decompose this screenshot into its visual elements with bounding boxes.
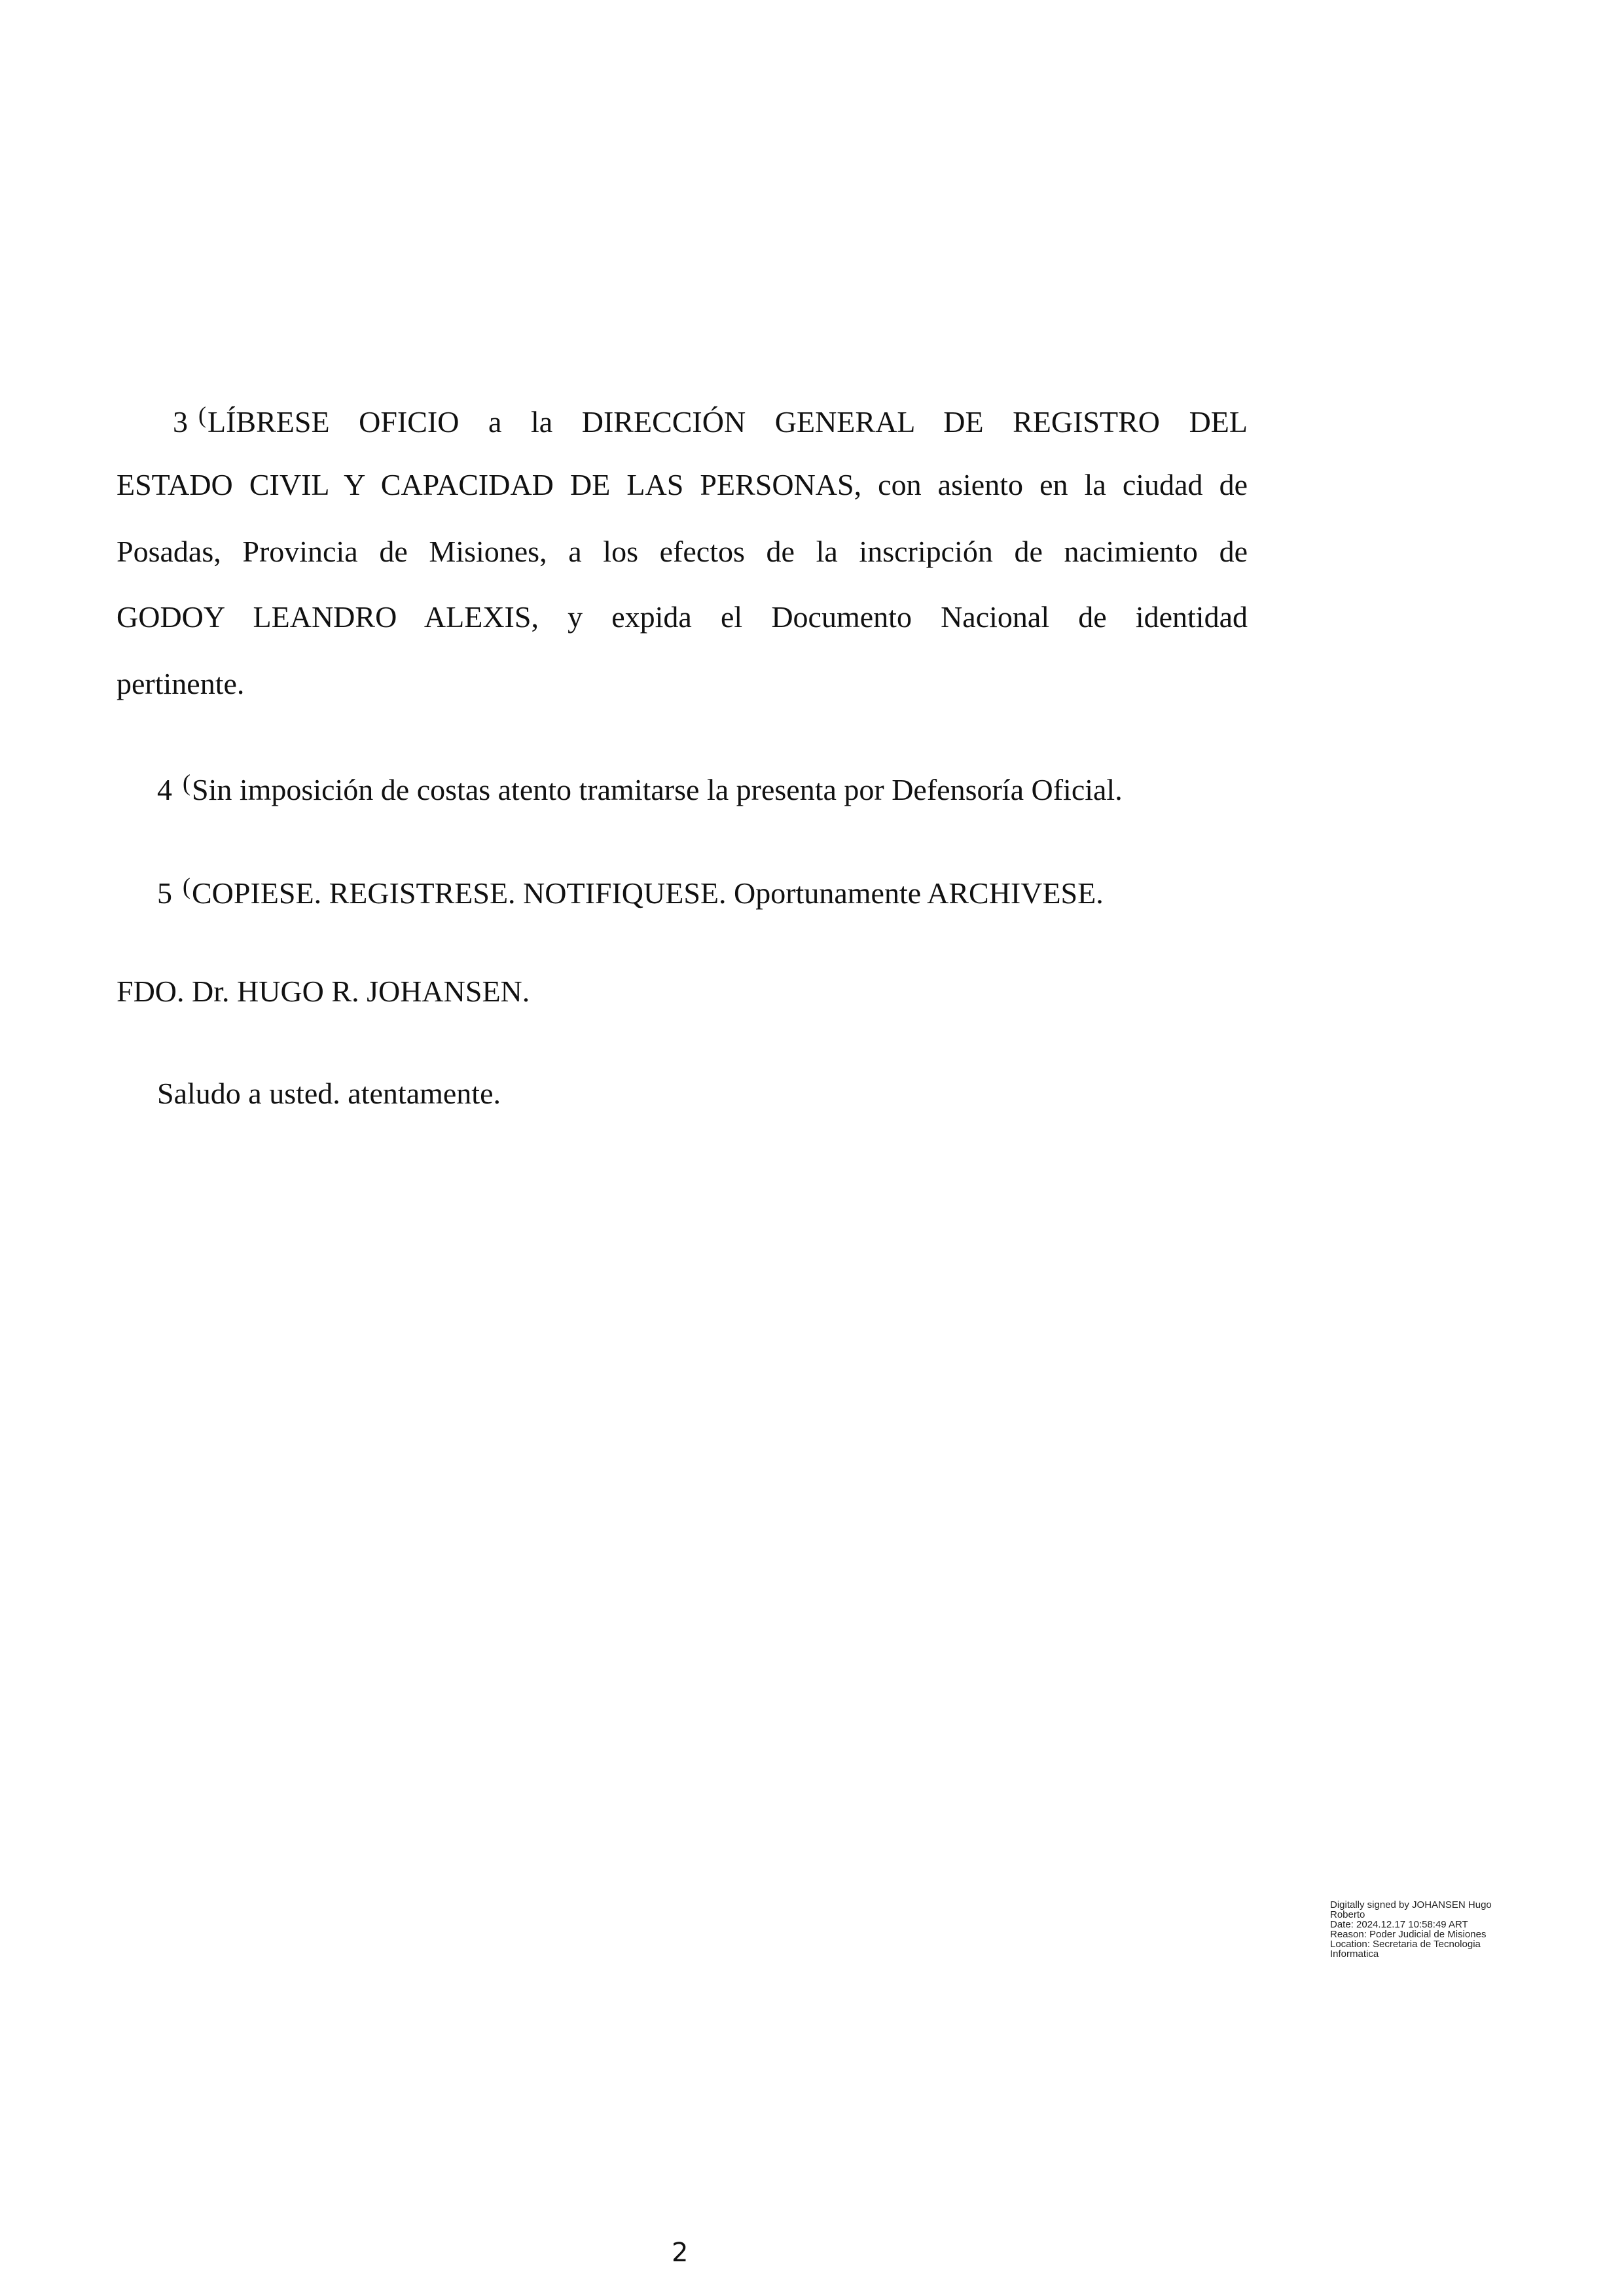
- item-3-text-line-1: LÍBRESE OFICIO a la DIRECCIÓN GENERAL DE REGISTRO DEL: [208, 405, 1248, 439]
- signed-by-line: FDO. Dr. HUGO R. JOHANSEN.: [117, 975, 530, 1008]
- signature-line-5: Location: Secretaria de Tecnologia: [1330, 1939, 1481, 1950]
- signature-line-3: Date: 2024.12.17 10:58:49 ART: [1330, 1919, 1468, 1930]
- closing-line: Saludo a usted. atentamente.: [157, 1077, 501, 1110]
- item-3-line-4: GODOY LEANDRO ALEXIS, y expida el Documento Nacional de identidad: [117, 600, 1248, 634]
- item-3-line-3: Posadas, Provincia de Misiones, a los efectos de la inscripción de nacimiento de: [117, 535, 1248, 568]
- item-5-paren: (: [183, 873, 190, 899]
- item-3-line-5: pertinente.: [117, 667, 245, 700]
- signature-line-4: Reason: Poder Judicial de Misiones: [1330, 1929, 1487, 1940]
- item-4-text: Sin imposición de costas atento tramitarse la presenta por Defensoría Oficial.: [192, 773, 1123, 806]
- item-4-paren: (: [183, 770, 190, 796]
- item-5-text: COPIESE. REGISTRESE. NOTIFIQUESE. Oportunamente ARCHIVESE.: [192, 876, 1104, 910]
- item-3-paren: (: [198, 402, 206, 428]
- item-4: [157, 771, 1123, 805]
- item-5-number: 5: [157, 876, 172, 910]
- item-4-number: 4: [157, 773, 172, 806]
- signature-line-6: Informatica: [1330, 1948, 1379, 1960]
- item-3-line-1: [117, 403, 1248, 437]
- item-3-line-2: ESTADO CIVIL Y CAPACIDAD DE LAS PERSONAS, con asiento en la ciudad de: [117, 468, 1248, 501]
- item-5: [157, 874, 1104, 908]
- signature-line-2: Roberto: [1330, 1909, 1365, 1920]
- page-number: 2: [672, 2238, 689, 2268]
- signature-line-1: Digitally signed by JOHANSEN Hugo: [1330, 1899, 1492, 1910]
- digital-signature-stamp: [1330, 1900, 1540, 1959]
- item-3-number: 3: [173, 405, 188, 439]
